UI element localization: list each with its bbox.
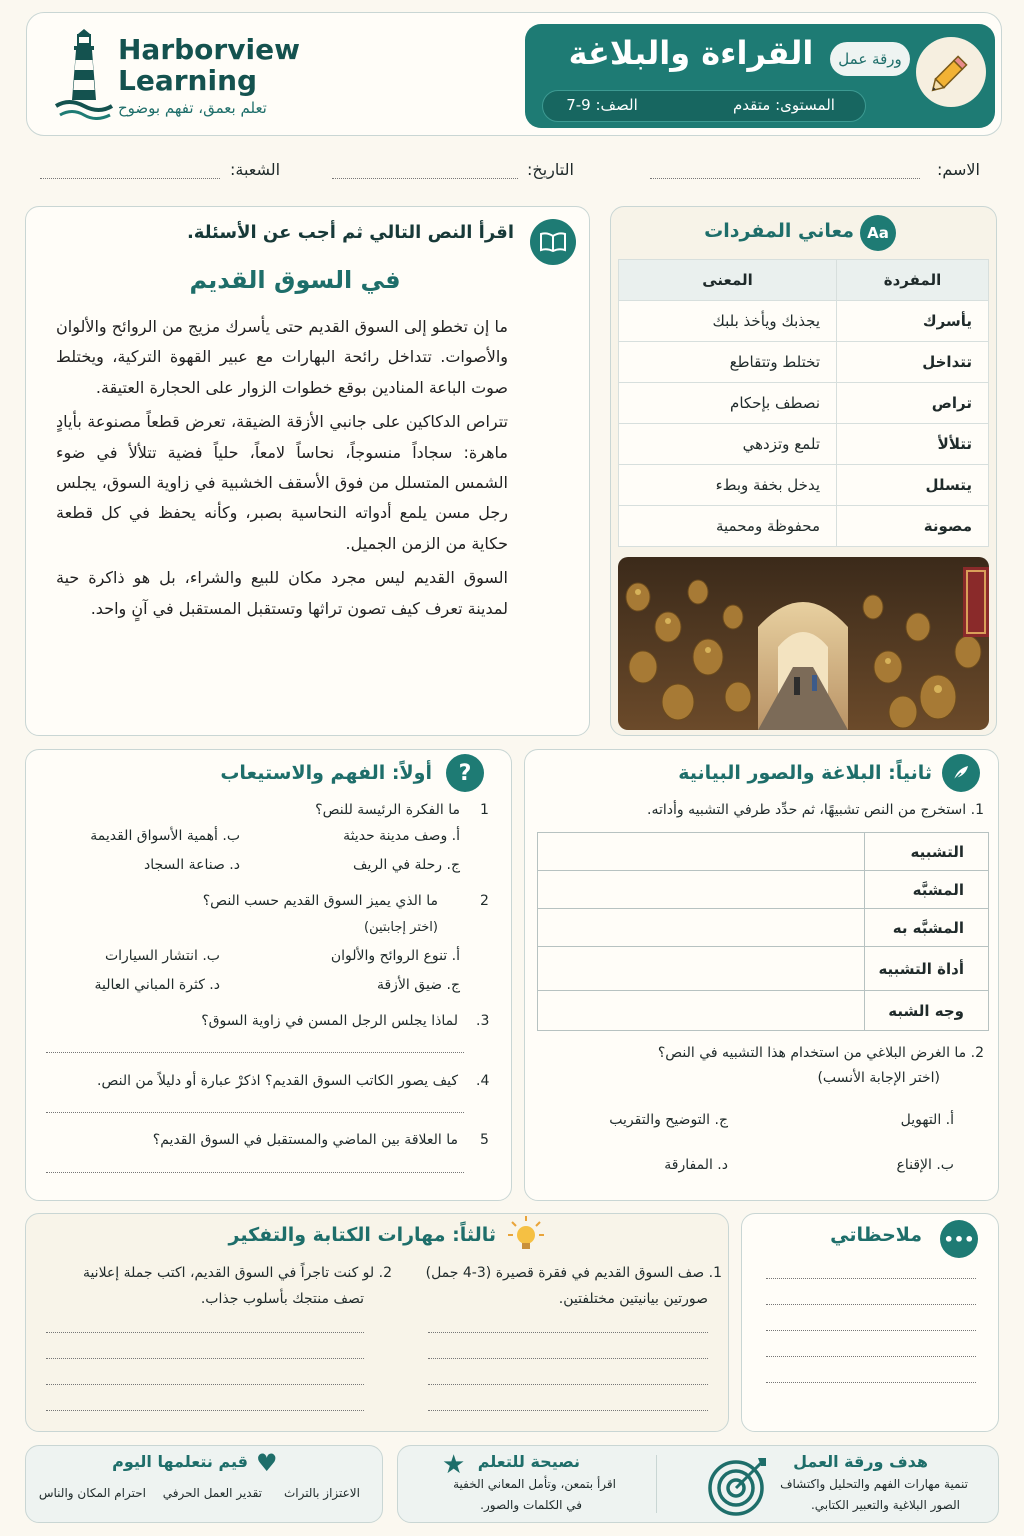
vocab-header-meaning: المعنى [619,260,837,301]
simile-answer[interactable] [538,833,865,871]
vocab-row [619,342,989,383]
vocab-header-word: المفردة [837,260,989,301]
q3-number: 3. [476,1013,490,1029]
simile-row [538,871,989,909]
simile-table [537,832,989,1031]
vocab-word: مصونة [837,506,989,547]
simile-answer[interactable] [538,991,865,1031]
tip-text-line2: في الكلمات والصور. [480,1498,582,1512]
simile-row [538,909,989,947]
vocab-title: معاني المفردات [704,220,854,242]
pencil-icon [916,37,986,107]
vocab-word: تتلألأ [837,424,989,465]
task2-answer-line[interactable] [46,1358,364,1359]
footer-divider [656,1455,657,1513]
notes-line[interactable] [766,1304,976,1305]
vocab-meaning: تختلط وتتقاطع [619,342,837,383]
vocab-row [619,465,989,506]
vocab-row [619,506,989,547]
notes-line[interactable] [766,1356,976,1357]
simile-row [538,833,989,871]
vocab-word: يأسرك [837,301,989,342]
rhetoric-option-d[interactable]: د. المفارقة [664,1157,728,1173]
name-field[interactable] [650,178,920,179]
value-item-1: الاعتزاز بالتراث [283,1486,360,1500]
q2-option-b[interactable]: ب. انتشار السيارات [104,948,220,964]
q4-text: كيف يصور الكاتب السوق القديم؟ اذكرْ عبارة أو دليلاً من النص. [97,1073,458,1089]
brand-name [118,34,300,96]
date-label: التاريخ: [527,160,574,179]
task1-answer-line[interactable] [428,1332,708,1333]
vocab-row [619,424,989,465]
open-book-icon [530,219,576,265]
brand-tagline: تعلم بعمق، تفهم بوضوح [118,99,267,117]
vocab-word: تراص [837,383,989,424]
q2-option-a[interactable]: أ. تنوع الروائح والألوان [330,948,460,964]
brand-name-line2: Learning [118,64,258,97]
rhetoric-option-b[interactable]: ب. الإقناع [896,1157,954,1173]
writing-title: ثالثاً: مهارات الكتابة والتفكير [228,1224,496,1246]
rhetoric-q2: 2. ما الغرض البلاغي من استخدام هذا التشبيه في النص؟ [657,1045,984,1061]
writing-task2-line2: تصف منتجك بأسلوب جذاب. [200,1291,364,1307]
simile-label: المشبَّه به [865,909,989,947]
comprehension-title: أولاً: الفهم والاستيعاب [220,762,432,784]
value-item-3: احترام المكان والناس [38,1486,146,1500]
task2-answer-line[interactable] [46,1410,364,1411]
q3-text: لماذا يجلس الرجل المسن في زاوية السوق؟ [201,1013,458,1029]
vocab-row [619,383,989,424]
vocab-meaning: نصطف بإحكام [619,383,837,424]
notes-title: ملاحظاتي [830,1224,922,1246]
writing-task1-line2: صورتين بيانيتين مختلفتين. [558,1291,708,1307]
simile-label: التشبيه [865,833,989,871]
rhetoric-option-c[interactable]: ج. التوضيح والتقريب [609,1112,728,1128]
speech-bubble-icon: ••• [940,1220,978,1258]
passage-paragraph-2: تتراص الدكاكين على جانبي الأزقة الضيقة، تعرض قطعاً مصنوعة بأيادٍ ماهرة: سجاداً منسوجاً، نحاساً لامعاً، حلياً فضية تتلألأ في ضوء الشمس المتسلل من فوق الأسقف الخشبية في زاوية السوق، يجلس رجل مسن يلمع أدواته النحاسية بصبر، وكأنه يحفظ في كل قطعة حكاية من الزمن الجميل. [56,412,508,553]
q4-number: 4. [476,1073,490,1089]
question-mark-icon: ? [446,754,484,792]
lightbulb-icon [508,1216,544,1254]
passage-paragraph-3: السوق القديم ليس مجرد مكان للبيع والشراء، بل هو ذاكرة حية لمدينة تعرف كيف تصون تراثها وتستقبل المستقبل في آنٍ واحد. [56,568,508,618]
vocab-meaning: يجذبك ويأخذ بلبك [619,301,837,342]
feather-icon [942,754,980,792]
simile-answer[interactable] [538,871,865,909]
q1-option-c[interactable]: ج. رحلة في الريف [352,857,460,873]
values-title: قيم نتعلمها اليوم [112,1452,248,1471]
q1-text: ما الفكرة الرئيسة للنص؟ [315,802,460,818]
target-icon [706,1454,770,1516]
q2-text: ما الذي يميز السوق القديم حسب النص؟ [202,893,438,909]
vocab-word: تتداخل [837,342,989,383]
vocab-meaning: يدخل بخفة وبطء [619,465,837,506]
passage-paragraph-1: ما إن تخطو إلى السوق القديم حتى يأسرك مزيج من الروائح والألوان والأصوات. تتداخل رائحة البهارات مع عبير القهوة التركية، ويختلط صوت الباعة المنادين بوقع خطوات الزوار على الحجارة العتيقة. [56,317,508,397]
task2-answer-line[interactable] [46,1332,364,1333]
simile-label: أداة التشبيه [865,947,989,991]
vocab-table [618,259,989,547]
reading-instruction: اقرأ النص التالي ثم أجب عن الأسئلة. [186,222,514,243]
date-field[interactable] [332,178,518,179]
notes-line[interactable] [766,1278,976,1279]
brand-name-line1: Harborview [118,33,300,66]
simile-answer[interactable] [538,947,865,991]
q4-answer-line[interactable] [46,1112,464,1113]
q1-option-d[interactable]: د. صناعة السجاد [143,857,240,873]
vocab-row [619,301,989,342]
passage-body [56,312,508,624]
rhetoric-q1: 1. استخرج من النص تشبيهًا، ثم حدِّد طرفي التشبيه وأداته. [647,802,984,818]
grade-label: الصف: 9-7 [566,96,638,114]
task1-answer-line[interactable] [428,1358,708,1359]
value-item-2: تقدير العمل الحرفي [162,1486,262,1500]
q2-option-c[interactable]: ج. ضيق الأزقة [376,977,460,993]
name-label: الاسم: [936,160,980,179]
level-label: المستوى: متقدم [733,96,835,114]
q2-option-d[interactable]: د. كثرة المباني العالية [94,977,220,993]
goal-text-line2: الصور البلاغية والتعبير الكتابي. [810,1498,960,1512]
q2-number: 2 [480,893,489,909]
task1-answer-line[interactable] [428,1384,708,1385]
goal-text-line1: تنمية مهارات الفهم والتحليل واكتشاف [780,1477,968,1491]
writing-task2-line1: 2. لو كنت تاجراً في السوق القديم، اكتب جملة إعلانية [82,1265,392,1281]
simile-answer[interactable] [538,909,865,947]
vocab-word: يتسلل [837,465,989,506]
vocab-aa-icon: Aa [860,215,896,251]
market-photo [618,557,989,730]
rhetoric-title: ثانياً: البلاغة والصور البيانية [678,762,932,784]
rhetoric-option-a[interactable]: أ. التهويل [900,1112,954,1128]
section-label: الشعبة: [230,160,281,179]
q2-hint: (اختر إجابتين) [364,920,438,935]
simile-label: وجه الشبه [865,991,989,1031]
q5-number: 5 [480,1132,489,1148]
simile-row [538,991,989,1031]
q5-answer-line[interactable] [46,1172,464,1173]
lighthouse-logo-icon [54,28,114,120]
worksheet-badge: ورقة عمل [830,42,910,76]
task2-answer-line[interactable] [46,1384,364,1385]
section-field[interactable] [40,178,220,179]
star-icon: ★ [442,1450,466,1480]
q1-number: 1 [480,802,489,818]
simile-row [538,947,989,991]
tip-text-line1: اقرأ بتمعن، وتأمل المعاني الخفية [453,1477,616,1491]
passage-title: في السوق القديم [189,266,401,294]
writing-task1-line1: 1. صف السوق القديم في فقرة قصيرة (3-4 جمل) [425,1265,722,1281]
q5-text: ما العلاقة بين الماضي والمستقبل في السوق القديم؟ [152,1132,458,1148]
tip-title: نصيحة للتعلم [477,1452,580,1471]
heart-icon: ♥ [256,1449,278,1477]
vocab-meaning: محفوظة ومحمية [619,506,837,547]
vocab-meaning: تلمع وتزدهي [619,424,837,465]
simile-label: المشبَّه [865,871,989,909]
task1-answer-line[interactable] [428,1410,708,1411]
rhetoric-q2-hint: (اختر الإجابة الأنسب) [817,1070,940,1086]
subject-title: القراءة والبلاغة [568,34,814,72]
q1-option-a[interactable]: أ. وصف مدينة حديثة [343,828,460,844]
notes-line[interactable] [766,1382,976,1383]
q1-option-b[interactable]: ب. أهمية الأسواق القديمة [90,828,240,844]
notes-line[interactable] [766,1330,976,1331]
q3-answer-line[interactable] [46,1052,464,1053]
goal-title: هدف ورقة العمل [793,1452,928,1471]
